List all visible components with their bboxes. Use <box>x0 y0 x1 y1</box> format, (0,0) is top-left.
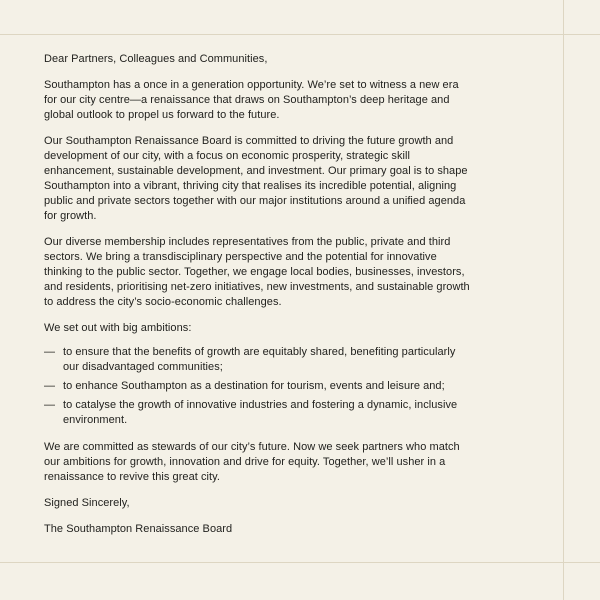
paragraph-intro: Southampton has a once in a generation opportunity. We’re set to witness a new era for our city centre—a renaissance that draws on Southampton’s deep heritage and global outlook to propel us forward to the future. <box>44 79 459 121</box>
list-item <box>44 379 474 394</box>
salutation: Dear Partners, Colleagues and Communities, <box>44 53 268 65</box>
paragraph-closing: We are committed as stewards of our city’s future. Now we seek partners who match our ambitions for growth, innovation and drive for equity. Together, we’ll usher in a renaissance to revive this great city. <box>44 441 460 483</box>
dash-marker: — <box>44 399 56 411</box>
list-item-text: to enhance Southampton as a destination for tourism, events and leisure and; <box>63 380 445 392</box>
dash-marker: — <box>44 380 56 392</box>
bottom-divider <box>0 562 600 563</box>
paragraph-ambitions: We set out with big ambitions: <box>44 322 192 334</box>
list-item <box>44 398 474 428</box>
dash-marker: — <box>44 346 56 358</box>
right-divider <box>563 0 564 600</box>
paragraph-board: Our Southampton Renaissance Board is committed to driving the future growth and development of our city, with a focus on economic prosperity, strategic skill enhancement, sustainable development, and investment. Our primary goal is to shape Southampton into a vibrant, thriving city that realises its incredible potential, aligning public and private sectors together with our major institutions around a unified agenda for growth. <box>44 135 468 222</box>
paragraph-membership: Our diverse membership includes representatives from the public, private and third sectors. We bring a transdisciplinary perspective and the potential for innovative thinking to the public sector. Together, we engage local bodies, businesses, investors, and residents, prioritising net-zero initiatives, new investments, and sustainable growth to address the city’s socio-economic challenges. <box>44 236 470 308</box>
list-item <box>44 345 474 375</box>
list-item-text: to ensure that the benefits of growth are equitably shared, benefiting particularly our disadvantaged communities; <box>63 346 456 373</box>
sign-off: Signed Sincerely, <box>44 497 130 509</box>
letter-body <box>44 52 474 548</box>
list-item-text: to catalyse the growth of innovative industries and fostering a dynamic, inclusive environment. <box>63 399 458 426</box>
ambitions-list <box>44 345 474 428</box>
signatory: The Southampton Renaissance Board <box>44 523 233 535</box>
top-divider <box>0 34 600 35</box>
